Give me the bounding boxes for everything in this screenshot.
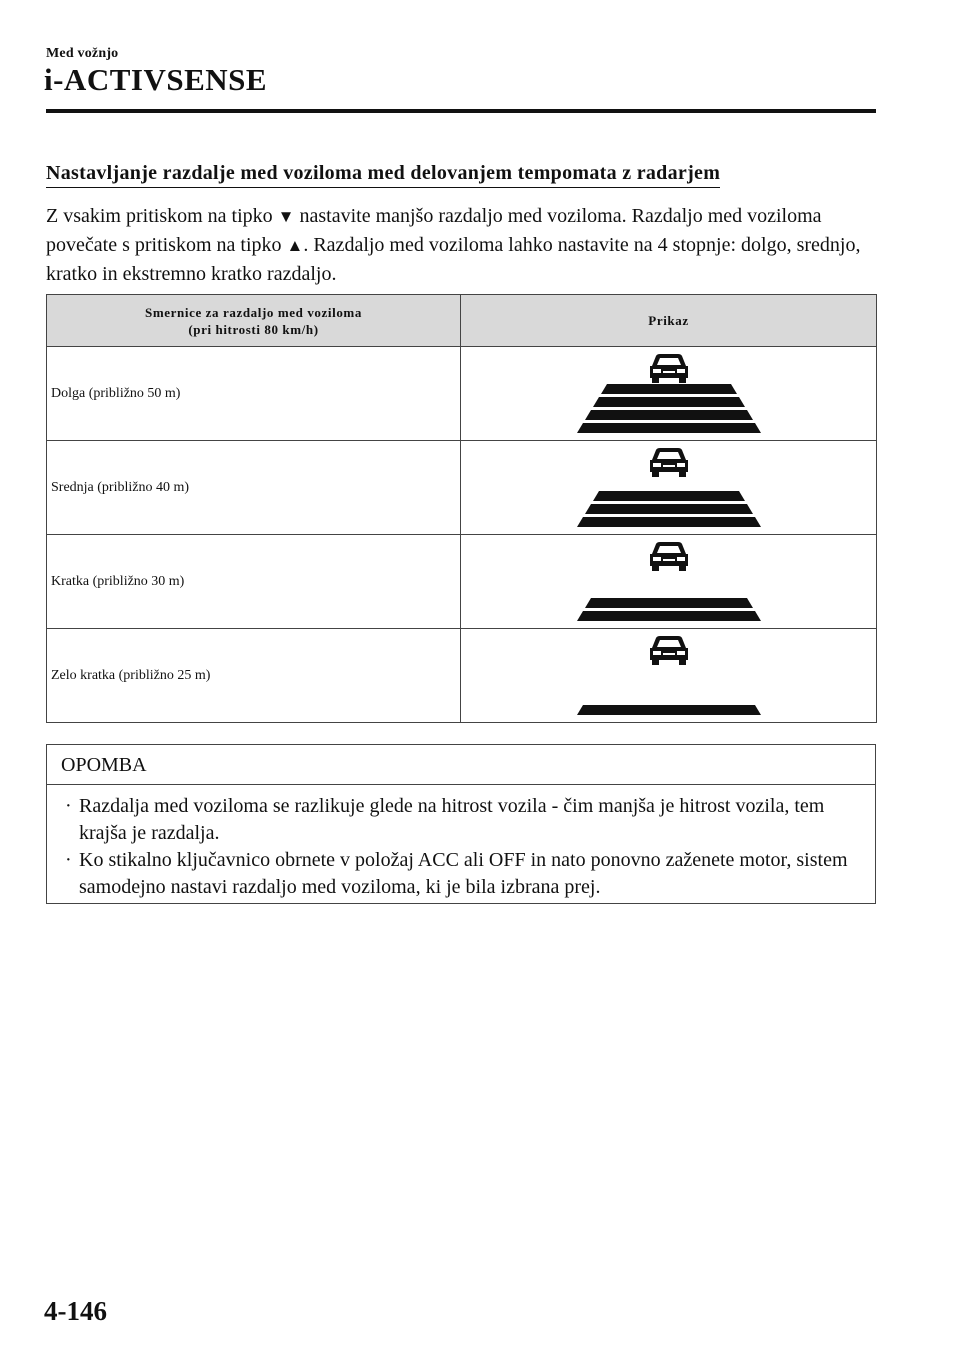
car-front-icon (650, 448, 688, 477)
table-row (47, 535, 877, 629)
section-kicker: Med vožnjo (46, 46, 119, 61)
note-item (65, 847, 875, 901)
distance-display (461, 347, 877, 441)
table-row (47, 347, 877, 441)
display-header: Prikaz (461, 295, 877, 347)
row-label: Dolga (približno 50 m) (47, 347, 461, 441)
row-label: Zelo kratka (približno 25 m) (47, 629, 461, 723)
header-rule (46, 109, 876, 113)
guideline-header-line2: (pri hitrosti 80 km/h) (188, 321, 319, 337)
distance-display (461, 441, 877, 535)
up-arrow-icon: ▲ (286, 236, 304, 255)
bullet-icon: · (65, 849, 72, 871)
car-front-icon (650, 542, 688, 571)
note-item (65, 793, 875, 847)
note-item-text: Razdalja med voziloma se razlikuje glede na hitrost vozila - čim manjša je hitrost vozila, tem krajša je razdalja. (79, 795, 825, 844)
table-row (47, 629, 877, 723)
table-header-row (47, 295, 877, 347)
intro-paragraph (46, 202, 876, 288)
note-box (46, 744, 876, 904)
distance-bar (577, 423, 761, 433)
distance-bar (585, 504, 753, 514)
car-front-icon (650, 354, 688, 383)
distance-bar (577, 611, 761, 621)
intro-text-2: nastavite manjšo razdaljo med voziloma. Razdaljo med voziloma povečate s pritiskom na tipko (46, 205, 822, 256)
page-number: 4-146 (44, 1296, 107, 1326)
row-label: Srednja (približno 40 m) (47, 441, 461, 535)
distance-graphic (574, 352, 764, 436)
intro-text-3: . Razdaljo med voziloma lahko nastavite na 4 stopnje: dolgo, srednjo, kratko in ekstremno kratko razdaljo. (46, 234, 861, 285)
distance-table (46, 294, 877, 723)
table-row (47, 441, 877, 535)
note-item-text: Ko stikalno ključavnico obrnete v položaj ACC ali OFF in nato ponovno zaženete motor, sistem samodejno nastavi razdaljo med voziloma, ki je bila izbrana prej. (79, 849, 848, 898)
note-list (47, 785, 875, 901)
distance-bar (601, 384, 737, 394)
down-arrow-icon: ▼ (277, 207, 295, 226)
distance-graphic (574, 540, 764, 624)
note-title: OPOMBA (47, 745, 875, 785)
distance-graphic (574, 446, 764, 530)
distance-bar (585, 410, 753, 420)
distance-bar (577, 705, 761, 715)
intro-text-1: Z vsakim pritiskom na tipko (46, 205, 278, 227)
distance-bar (593, 397, 745, 407)
distance-bar (585, 598, 753, 608)
guideline-header (47, 295, 461, 347)
distance-display (461, 629, 877, 723)
subheading: Nastavljanje razdalje med voziloma med delovanjem tempomata z radarjem (46, 162, 720, 188)
row-label: Kratka (približno 30 m) (47, 535, 461, 629)
distance-bar (593, 491, 745, 501)
car-front-icon (650, 636, 688, 665)
guideline-header-line1: Smernice za razdaljo med voziloma (145, 304, 362, 320)
bullet-icon: · (65, 795, 72, 817)
distance-graphic (574, 634, 764, 718)
distance-bar (577, 517, 761, 527)
distance-display (461, 535, 877, 629)
chapter-title: i-ACTIVSENSE (44, 62, 268, 97)
